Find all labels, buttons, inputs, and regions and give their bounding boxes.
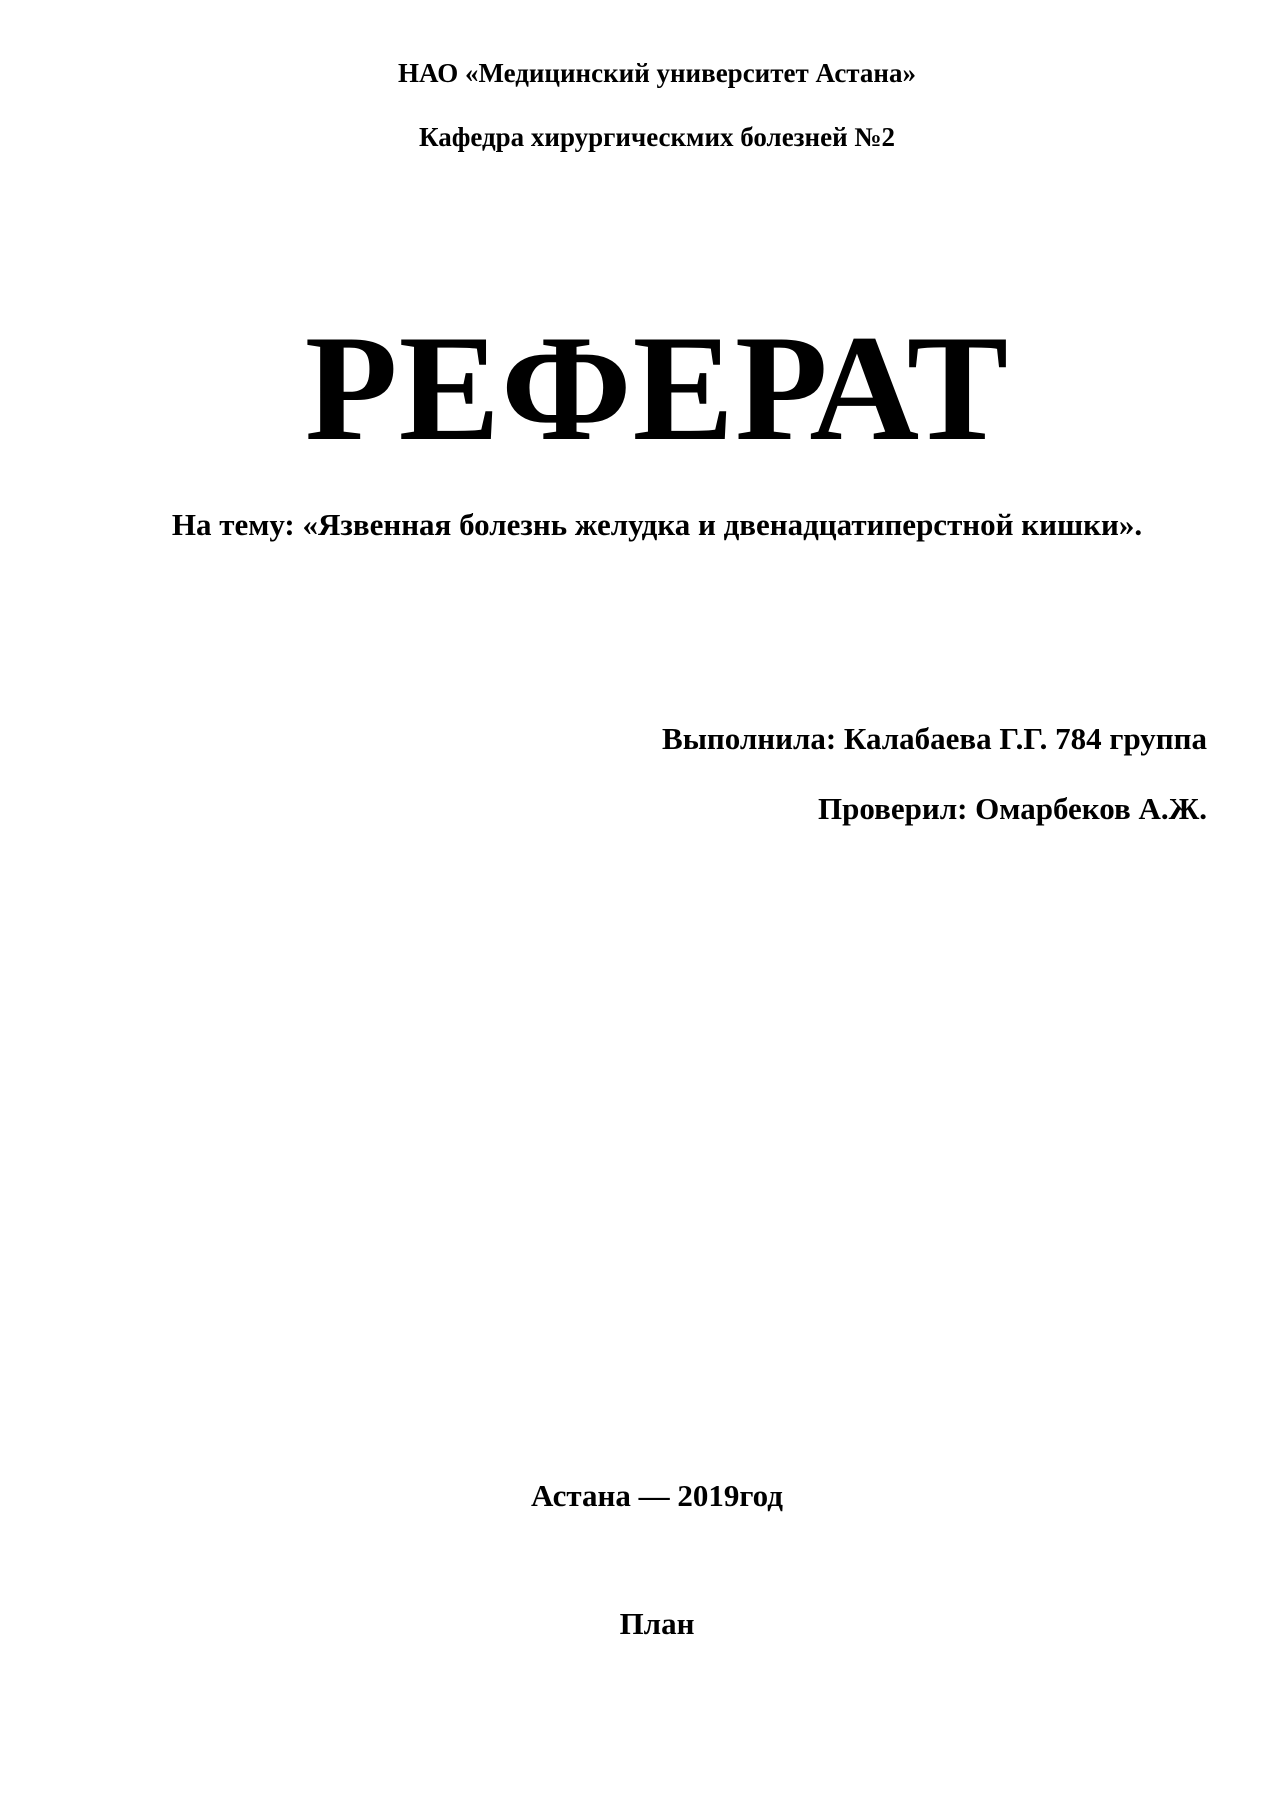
plan-heading: План [619,1606,695,1641]
author-line: Выполнила: Калабаева Г.Г. 784 группа [662,721,1207,756]
department-name: Кафедра хирургическмих болезней №2 [418,122,896,152]
document-type-title: РЕФЕРАТ [304,304,1010,472]
university-name: НАО «Медицинский университет Астана» [398,58,916,88]
topic-line: На тему: «Язвенная болезнь желудка и двенадцатиперстной кишки». [171,507,1143,542]
city-year-line: Астана — 2019год [531,1478,783,1513]
reviewer-line: Проверил: Омарбеков А.Ж. [818,791,1207,826]
